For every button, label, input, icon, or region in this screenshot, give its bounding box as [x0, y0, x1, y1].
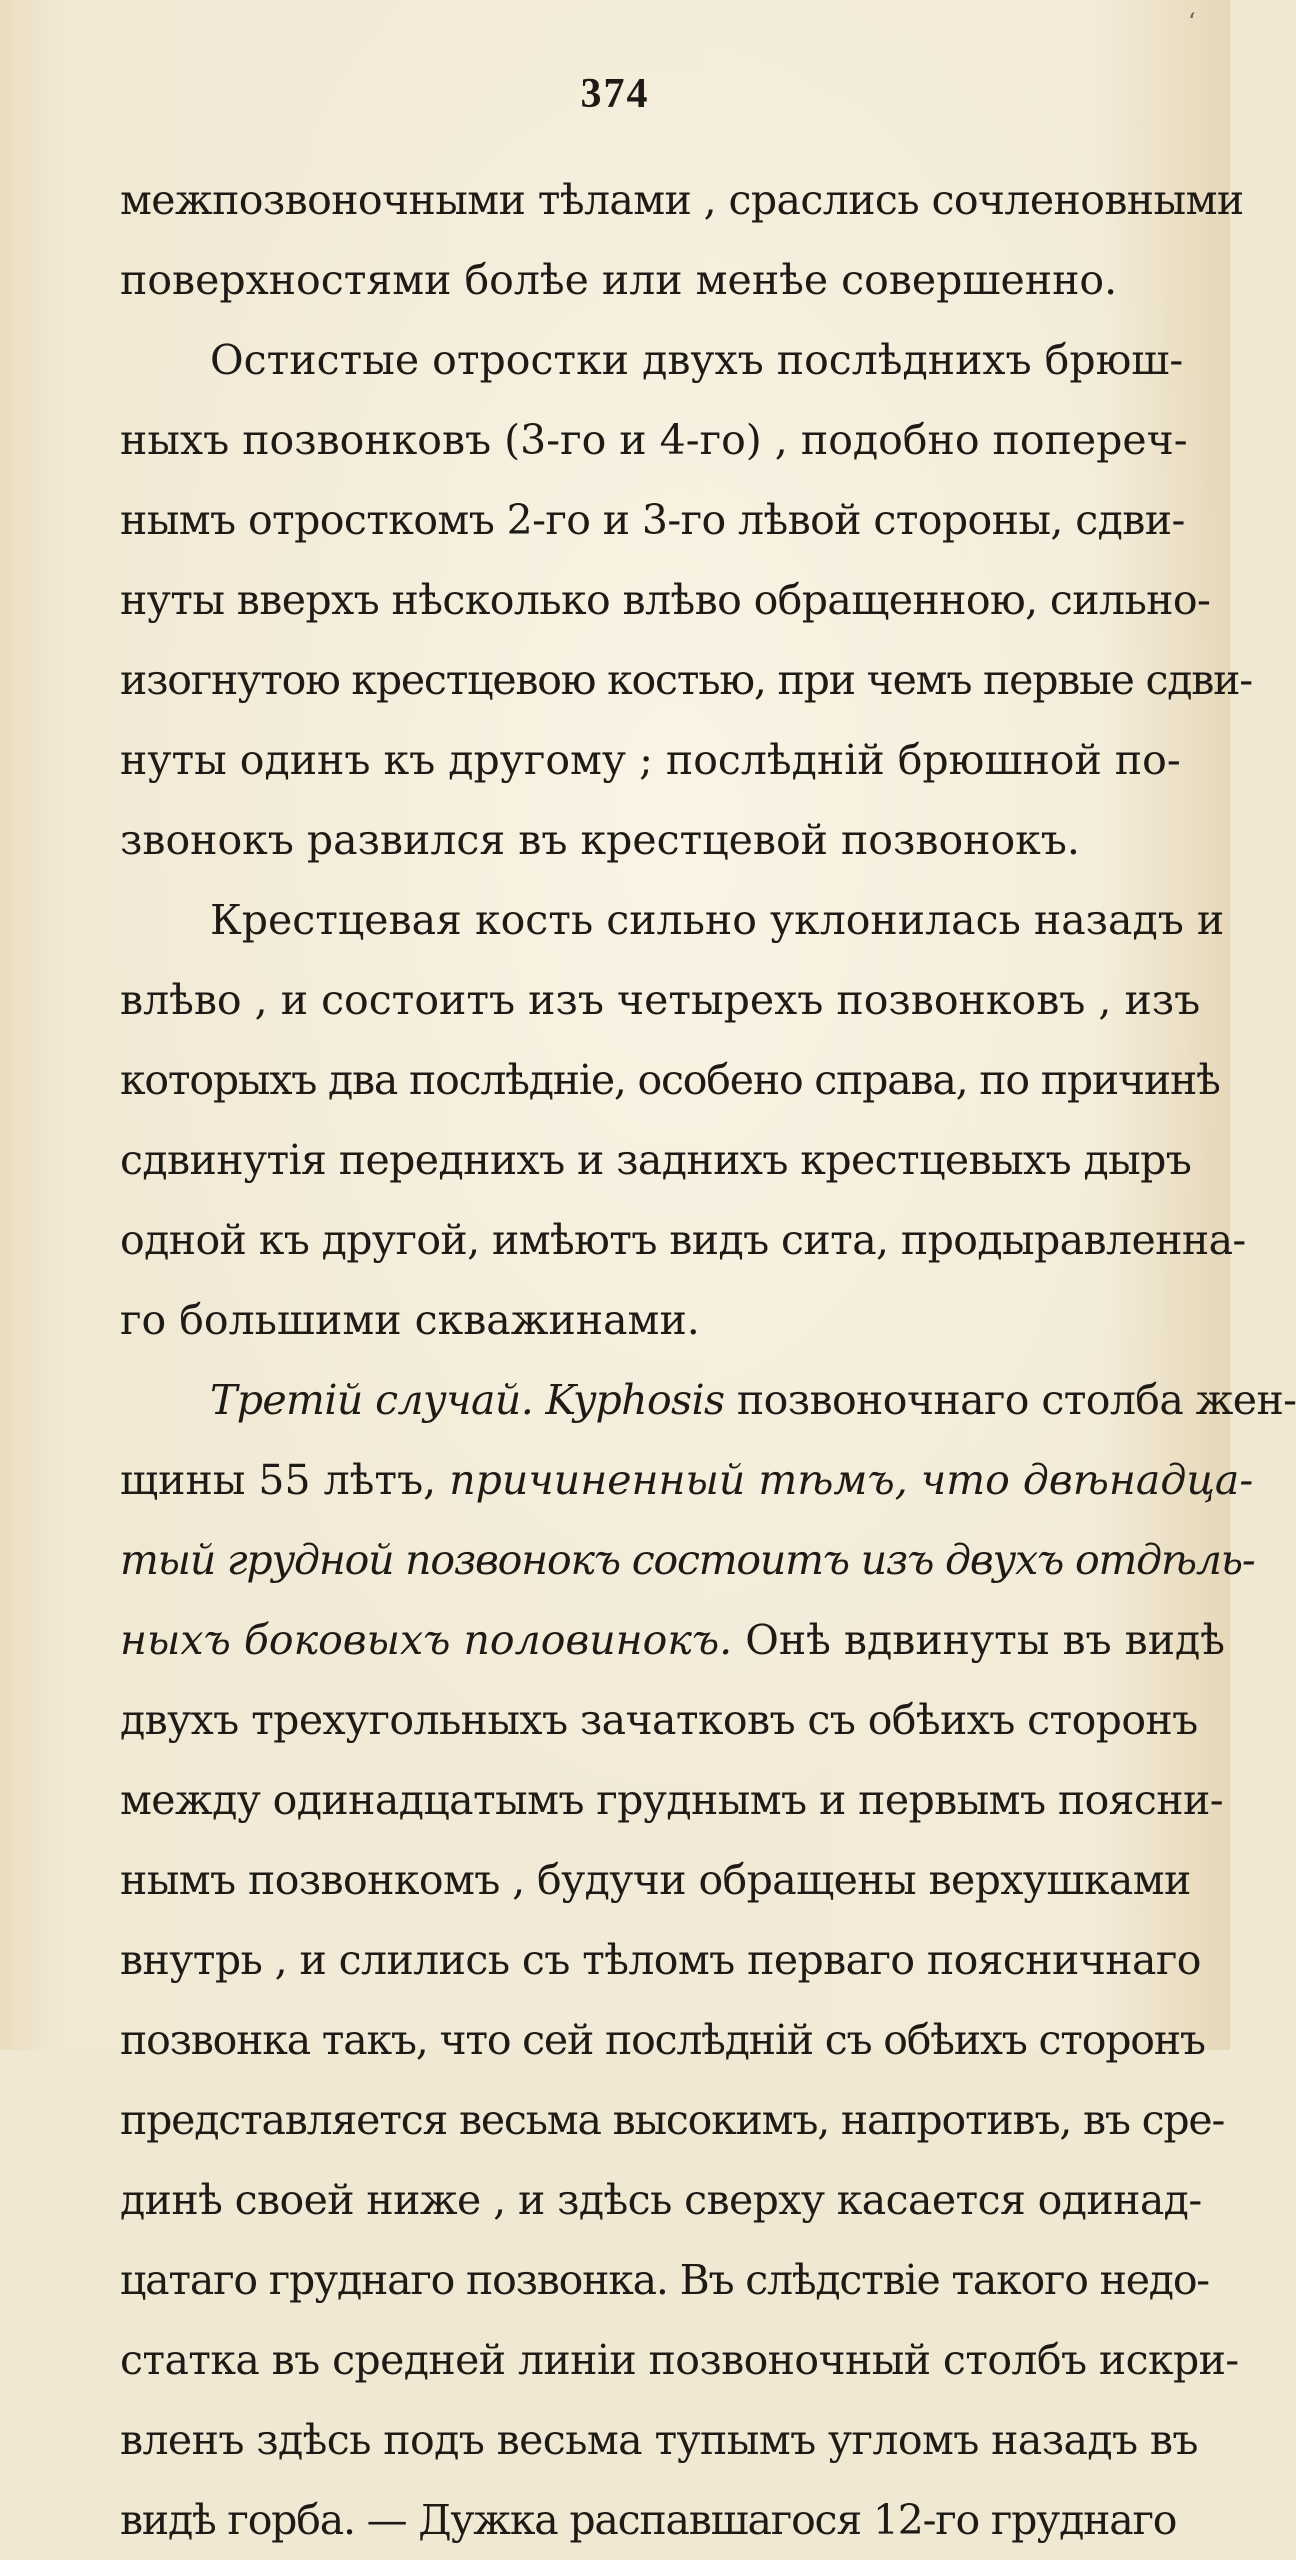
text-line: го большими скважинами. [120, 1296, 700, 1344]
text-line: вленъ здѣсь подъ весьма тупымъ угломъ назадъ въ [120, 2416, 1198, 2464]
page-number: 374 [580, 71, 650, 117]
text-line: влѣво , и состоитъ изъ четырехъ позвонковъ , изъ [120, 976, 1201, 1024]
text-line: представляется весьма высокимъ, напротивъ, въ сре- [120, 2096, 1225, 2144]
text-segment: Онѣ вдвинуты въ видѣ [732, 1616, 1226, 1664]
text-line: которыхъ два послѣднiе, особено справа, по причинѣ [120, 1056, 1220, 1104]
text-segment-italic: причиненный тѣмъ, что двѣнадца- [449, 1456, 1254, 1504]
text-segment-italic: Третiй случай. Kyphosis [210, 1376, 725, 1424]
text-line: межпозвоночными тѣлами , сраслись сочленовными [120, 176, 1244, 224]
text-line: динѣ своей ниже , и здѣсь сверху касается одинад- [120, 2176, 1202, 2224]
text-line: нымъ отросткомъ 2-го и 3-го лѣвой стороны, сдви- [120, 496, 1185, 544]
text-line: сдвинутiя переднихъ и заднихъ крестцевыхъ дыръ [120, 1136, 1192, 1184]
text-line [120, 1600, 1226, 1680]
text-line: видѣ горба. — Дужка распавшагося 12-го груднаго [120, 2496, 1177, 2544]
text-segment: щины 55 лѣтъ, [120, 1456, 450, 1504]
text-segment: позвоночнаго столба жен- [724, 1376, 1296, 1424]
text-segment-italic: ныхъ боковыхъ половинокъ. [120, 1616, 733, 1664]
text-segment-italic: тый грудной позвонокъ состоитъ изъ двухъ отдѣль- [120, 1536, 1255, 1584]
text-line: двухъ трехугольныхъ зачатковъ съ обѣихъ сторонъ [120, 1696, 1198, 1744]
text-line: Остистые отростки двухъ послѣднихъ брюш- [210, 336, 1184, 384]
text-line: позвонка такъ, что сей послѣднiй съ обѣихъ сторонъ [120, 2016, 1205, 2064]
text-line [120, 1440, 1254, 1520]
corner-mark: ‘ [1188, 8, 1196, 36]
text-line: Крестцевая кость сильно уклонилась назадъ и [210, 896, 1225, 944]
text-line: одной къ другой, имѣютъ видъ сита, продыравленна- [120, 1216, 1246, 1264]
text-line: цатаго груднаго позвонка. Въ слѣдствiе такого недо- [120, 2256, 1209, 2304]
body-text [120, 160, 1296, 2560]
text-line: нуты вверхъ нѣсколько влѣво обращенною, сильно- [120, 576, 1211, 624]
text-line [120, 1360, 1296, 1440]
text-line: звонокъ развился въ крестцевой позвонокъ. [120, 816, 1080, 864]
text-line: статка въ средней линiи позвоночный столбъ искри- [120, 2336, 1239, 2384]
text-line: нымъ позвонкомъ , будучи обращены верхушками [120, 1856, 1191, 1904]
text-line: между одинадцатымъ груднымъ и первымъ поясни- [120, 1776, 1224, 1824]
text-line: нуты одинъ къ другому ; послѣднiй брюшной по- [120, 736, 1181, 784]
text-line: внутрь , и слились съ тѣломъ перваго поясничнаго [120, 1936, 1201, 1984]
text-line: поверхностями болѣе или менѣе совершенно. [120, 256, 1118, 304]
text-line [120, 1520, 1255, 1600]
text-line: изогнутою крестцевою костью, при чемъ первые сдви- [120, 656, 1252, 704]
text-line: ныхъ позвонковъ (3-го и 4-го) , подобно попереч- [120, 416, 1188, 464]
